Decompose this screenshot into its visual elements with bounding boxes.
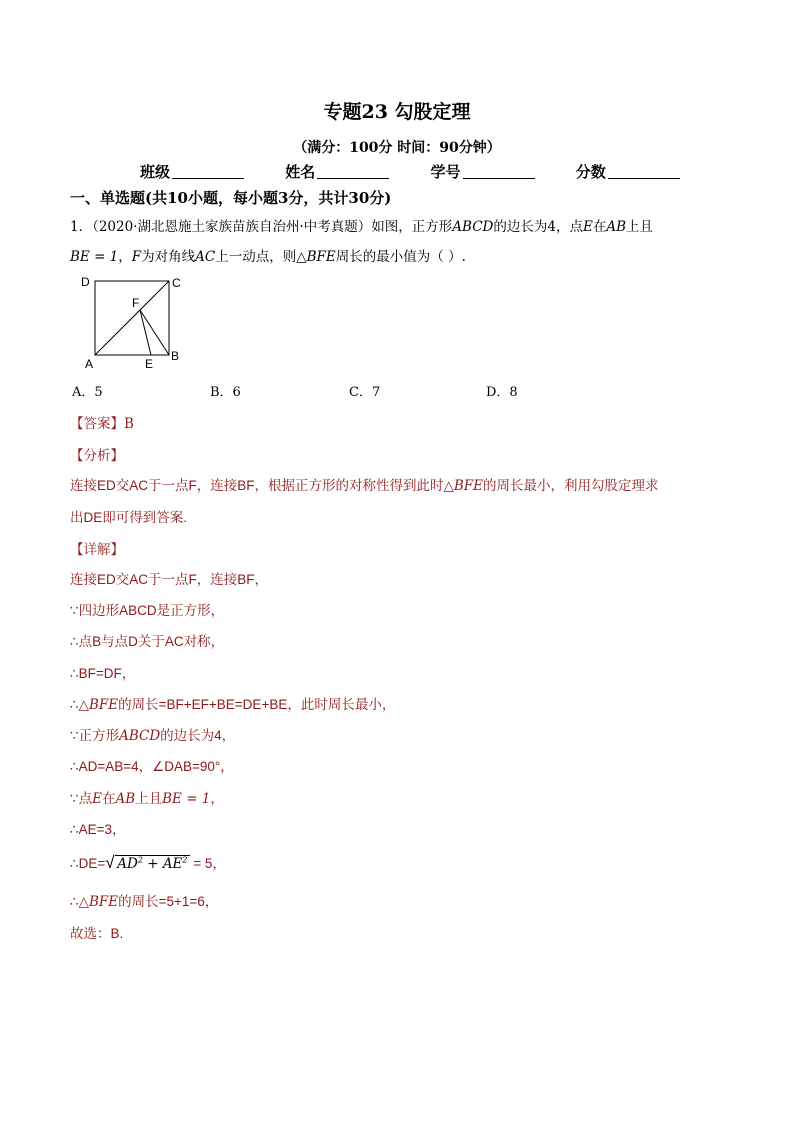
detail-line-10: ∴DE= √ $AD^2 + AE^2 = 5$， <box>70 852 226 872</box>
question-line-1: 1．（2020·湖北恩施土家族苗族自治州·中考真题）如图，正方形ABCD的边长为4，点E在AB上且 <box>70 219 653 235</box>
square-figure <box>80 270 190 374</box>
detail-line-8: ∵点E在AB上且BE = 1， <box>70 791 224 807</box>
detail-line-2: ∵四边形ABCD是正方形， <box>70 603 225 618</box>
detail-line-9: ∴AE=3， <box>70 822 126 837</box>
segment-fe <box>140 310 151 355</box>
detail-line-1: 连接ED交AC于一点F，连接BF， <box>70 572 269 587</box>
segment-fb <box>140 310 169 355</box>
diagonal-ac <box>95 281 169 355</box>
detail-line-6: ∵正方形ABCD的边长为4， <box>70 728 236 744</box>
exam-info: （满分：100分 时间：90分钟） <box>293 140 501 156</box>
label-b: B <box>171 349 180 363</box>
label-e: E <box>145 357 154 371</box>
class-field[interactable]: 班级 <box>140 161 244 182</box>
answer-label: 【答案】B <box>70 416 134 432</box>
detail-label: 【详解】 <box>70 542 124 558</box>
name-field[interactable]: 姓名 <box>285 161 389 182</box>
detail-line-11: ∴△BFE的周长=5+1=6， <box>70 894 219 910</box>
question-line-2: BE = 1，F为对角线AC上一动点，则△BFE周长的最小值为（ ）. <box>70 249 466 265</box>
detail-line-3: ∴点B与点D关于AC对称， <box>70 634 225 649</box>
detail-line-12: 故选：B. <box>70 926 124 941</box>
label-f: F <box>132 296 140 310</box>
option-a[interactable]: A．5 <box>72 385 103 400</box>
detail-line-4: ∴BF=DF， <box>70 666 136 681</box>
student-number-field[interactable]: 学号 <box>431 161 535 182</box>
analysis-line-1: 连接ED交AC于一点F，连接BF，根据正方形的对称性得到此时△BFE的周长最小，利用勾股定理求 <box>70 478 659 494</box>
section-title: 一、单选题(共10小题，每小题3分，共计30分) <box>70 189 392 207</box>
label-c: C <box>172 276 181 290</box>
page-title: 专题23 勾股定理 <box>323 101 471 123</box>
question-source: （2020·湖北恩施土家族苗族自治州·中考真题） <box>92 219 372 235</box>
label-d: D <box>81 275 90 289</box>
analysis-label: 【分析】 <box>70 448 124 464</box>
option-c[interactable]: C．7 <box>349 385 381 400</box>
score-field[interactable]: 分数 <box>576 161 680 182</box>
label-a: A <box>85 357 94 371</box>
detail-line-5: ∴△BFE的周长=BF+EF+BE=DE+BE，此时周长最小， <box>70 697 396 713</box>
student-info-fields <box>140 161 716 182</box>
analysis-line-2: 出DE即可得到答案. <box>70 510 188 525</box>
option-b[interactable]: B．6 <box>210 385 241 400</box>
option-d[interactable]: D．8 <box>486 385 518 400</box>
sqrt-expression: √ $AD^2 + AE^2$ <box>105 852 188 872</box>
detail-line-7: ∴AD=AB=4，∠DAB=90°， <box>70 759 234 774</box>
